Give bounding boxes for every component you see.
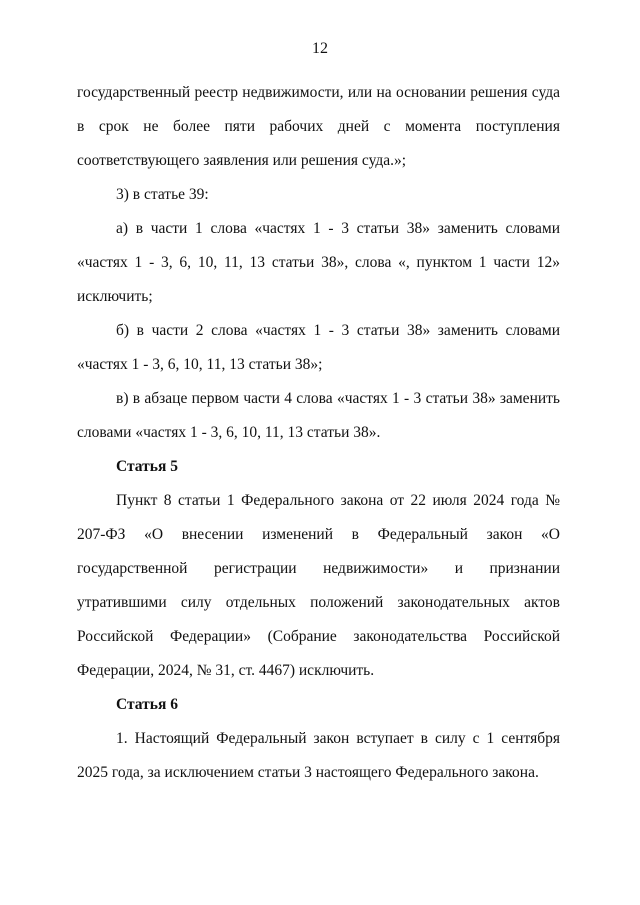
document-body (77, 76, 560, 790)
paragraph-item-3: 3) в статье 39: (116, 186, 209, 203)
article-5-text: Пункт 8 статьи 1 Федерального закона от 22 июля 2024 года № 207-ФЗ «О внесении изменений в Федеральный закон «О государственной регистрации недвижимости» и признании утратившими силу отдельных положений законодательных актов Российской Федерации» (Собрание законодательства Российской Федерации, 2024, № 31, ст. 4467) исключить. (77, 492, 560, 679)
paragraph-subitem-a: а) в части 1 слова «частях 1 - 3 статьи 38» заменить словами «частях 1 - 3, 6, 10, 11, 13 статьи 38», слова «, пунктом 1 части 12» исключить; (77, 220, 560, 305)
page-number: 12 (312, 40, 328, 57)
article-6-text: 1. Настоящий Федеральный закон вступает в силу с 1 сентября 2025 года, за исключением статьи 3 настоящего Федерального закона. (77, 730, 560, 781)
article-6-heading: Статья 6 (116, 696, 178, 713)
paragraph-subitem-v: в) в абзаце первом части 4 слова «частях 1 - 3 статьи 38» заменить словами «частях 1 - 3, 6, 10, 11, 13 статьи 38». (77, 390, 560, 441)
article-5-heading: Статья 5 (116, 458, 178, 475)
paragraph-continuation: государственный реестр недвижимости, или на основании решения суда в срок не более пяти рабочих дней с момента поступления соответствующего заявления или решения суда.»; (77, 84, 560, 169)
paragraph-subitem-b: б) в части 2 слова «частях 1 - 3 статьи 38» заменить словами «частях 1 - 3, 6, 10, 11, 13 статьи 38»; (77, 322, 560, 373)
